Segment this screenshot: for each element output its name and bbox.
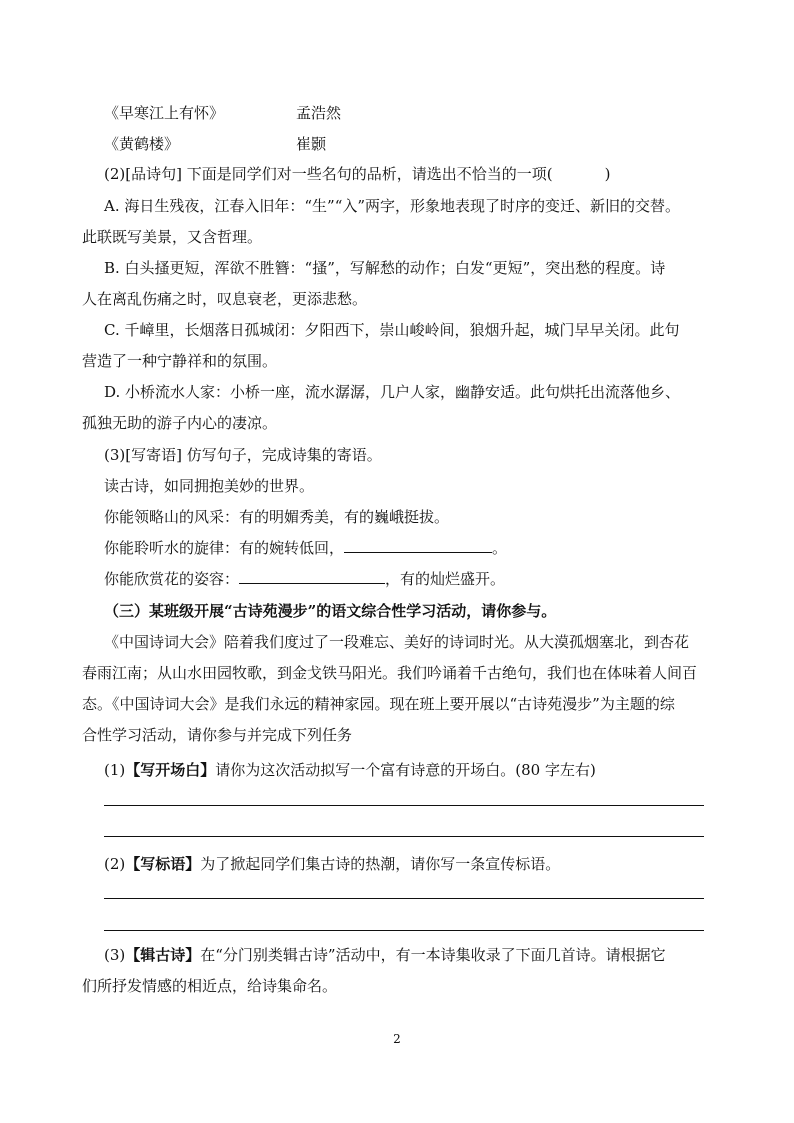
option-d-line-2: 孤独无助的游子内心的凄凉。 bbox=[82, 414, 278, 432]
question-2-stem bbox=[104, 164, 610, 184]
task-3-tag: 【辑古诗】 bbox=[125, 946, 201, 964]
task-2 bbox=[104, 854, 560, 874]
task-3-line-2: 们所抒发情感的相近点，给诗集命名。 bbox=[82, 977, 338, 995]
fill-blank-flower[interactable] bbox=[239, 569, 385, 584]
section-3-para-line-4: 合性学习活动，请你参与并完成下列任务 bbox=[82, 726, 353, 744]
task-3 bbox=[104, 945, 666, 965]
question-2-stem-close: ) bbox=[604, 165, 611, 183]
question-3-line-3 bbox=[104, 538, 507, 558]
section-3-heading: （三）某班级开展“古诗苑漫步”的语文综合性学习活动，请你参与。 bbox=[104, 602, 557, 620]
page-number: 2 bbox=[393, 1032, 401, 1046]
question-3-line-1: 读古诗，如同拥抱美妙的世界。 bbox=[104, 477, 315, 495]
option-b-line-2: 人在离乱伤痛之时，叹息衰老，更添悲愁。 bbox=[82, 290, 368, 308]
task-2-text: 为了掀起同学们集古诗的热潮，请你写一条宣传标语。 bbox=[200, 855, 561, 873]
poem-title-1: 《早寒江上有怀》 bbox=[104, 104, 225, 122]
task-2-number: (2) bbox=[104, 855, 126, 873]
option-b-line-1: B. 白头搔更短，浑欲不胜簪：“搔”，写解愁的动作；白发“更短”，突出愁的程度。诗 bbox=[104, 259, 666, 277]
option-a-line-2: 此联既写美景，又含哲理。 bbox=[82, 228, 263, 246]
answer-line-2[interactable] bbox=[104, 836, 704, 837]
question-3-line-2: 你能领略山的风采：有的明媚秀美，有的巍峨挺拔。 bbox=[104, 508, 450, 526]
section-3-para-line-1: 《中国诗词大会》陪着我们度过了一段难忘、美好的诗词时光。从大漠孤烟塞北，到杏花 bbox=[104, 633, 690, 651]
section-3-para-line-3: 态。《中国诗词大会》是我们永远的精神家园。现在班上要开展以“古诗苑漫步”为主题的综 bbox=[82, 695, 675, 713]
question-3-stem: (3)[写寄语] 仿写句子，完成诗集的寄语。 bbox=[104, 446, 382, 464]
task-1 bbox=[104, 760, 596, 780]
task-1-text: 请你为这次活动拟写一个富有诗意的开场白。(80 字左右) bbox=[215, 761, 596, 779]
question-3-line-3-text: 你能聆听水的旋律：有的婉转低回， bbox=[104, 539, 345, 557]
fill-blank-water[interactable] bbox=[344, 538, 492, 553]
task-3-text: 在“分门别类辑古诗”活动中，有一本诗集收录了下面几首诗。请根据它 bbox=[200, 946, 666, 964]
question-3-line-4-text: 你能欣赏花的姿容： bbox=[104, 570, 240, 588]
answer-line-4[interactable] bbox=[104, 930, 704, 931]
question-2-stem-text: (2)[品诗句] 下面是同学们对一些名句的品析，请选出不恰当的一项( bbox=[104, 165, 553, 183]
task-3-number: (3) bbox=[104, 946, 126, 964]
section-3-para-line-2: 春雨江南；从山水田园牧歌，到金戈铁马阳光。我们吟诵着千古绝句，我们也在体味着人间百 bbox=[82, 664, 698, 682]
answer-line-3[interactable] bbox=[104, 898, 704, 899]
option-c-line-1: C. 千嶂里，长烟落日孤城闭：夕阳西下，崇山峻岭间，狼烟升起，城门早早关闭。此句 bbox=[104, 321, 680, 339]
task-2-tag: 【写标语】 bbox=[125, 855, 201, 873]
task-1-tag: 【写开场白】 bbox=[125, 761, 216, 779]
answer-line-1[interactable] bbox=[104, 805, 704, 806]
task-1-number: (1) bbox=[104, 761, 126, 779]
option-c-line-2: 营造了一种宁静祥和的氛围。 bbox=[82, 352, 278, 370]
poem-title-2: 《黄鹤楼》 bbox=[104, 135, 180, 153]
option-a-line-1: A. 海日生残夜，江春入旧年：“生”“入”两字，形象地表现了时序的变迁、新旧的交替。 bbox=[104, 197, 681, 215]
question-3-line-4-end: ，有的灿烂盛开。 bbox=[385, 570, 506, 588]
poem-author-2: 崔颢 bbox=[296, 135, 327, 153]
question-3-line-4 bbox=[104, 569, 505, 589]
poem-author-1: 孟浩然 bbox=[296, 104, 342, 122]
question-3-line-3-end: 。 bbox=[492, 539, 508, 557]
option-d-line-1: D. 小桥流水人家：小桥一座，流水潺潺，几户人家，幽静安适。此句烘托出流落他乡、 bbox=[104, 383, 681, 401]
